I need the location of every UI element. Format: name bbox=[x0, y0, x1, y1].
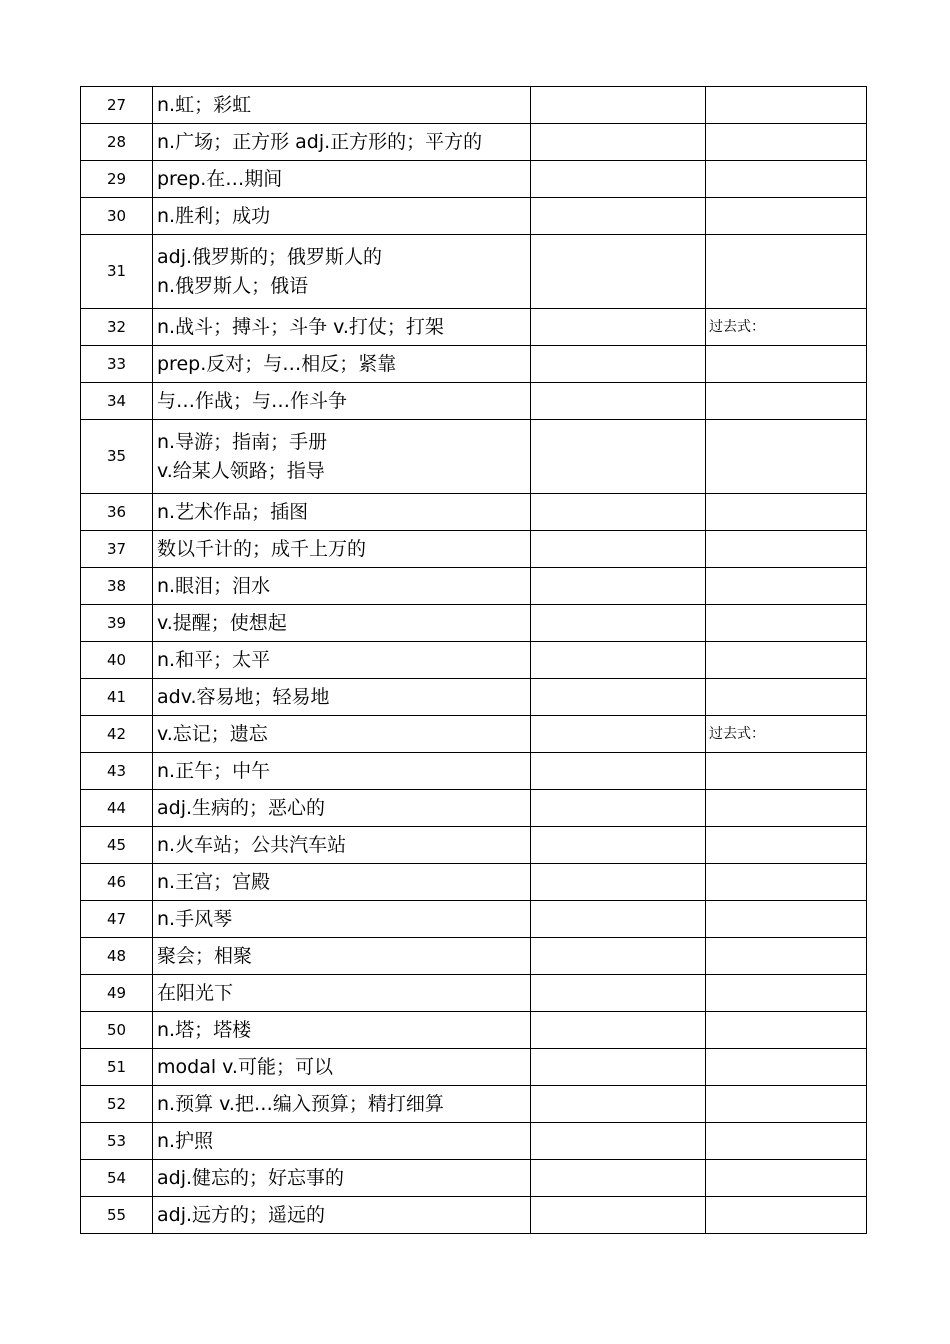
form-note-cell[interactable] bbox=[706, 679, 867, 716]
row-number: 51 bbox=[81, 1049, 153, 1086]
meaning-cell bbox=[153, 346, 531, 383]
table-row bbox=[81, 864, 867, 901]
table-row bbox=[81, 161, 867, 198]
word-answer-cell[interactable] bbox=[531, 161, 706, 198]
form-note-cell[interactable] bbox=[706, 346, 867, 383]
meaning-cell bbox=[153, 605, 531, 642]
form-note-cell[interactable] bbox=[706, 87, 867, 124]
table-row bbox=[81, 1086, 867, 1123]
word-answer-cell[interactable] bbox=[531, 790, 706, 827]
row-number: 40 bbox=[81, 642, 153, 679]
row-number: 37 bbox=[81, 531, 153, 568]
meaning-text: adj.俄罗斯的；俄罗斯人的 bbox=[157, 245, 383, 268]
meaning-cell bbox=[153, 975, 531, 1012]
vocabulary-table-body bbox=[81, 87, 867, 1234]
meaning-text: n.王宫；宫殿 bbox=[157, 870, 271, 893]
meaning-cell bbox=[153, 864, 531, 901]
form-note-cell[interactable]: 过去式： bbox=[706, 309, 867, 346]
meaning-cell bbox=[153, 161, 531, 198]
row-number: 34 bbox=[81, 383, 153, 420]
meaning-text: n.虹；彩虹 bbox=[157, 93, 252, 116]
row-number: 35 bbox=[81, 420, 153, 494]
word-answer-cell[interactable] bbox=[531, 420, 706, 494]
meaning-cell bbox=[153, 383, 531, 420]
meaning-cell bbox=[153, 235, 531, 309]
form-note-cell[interactable] bbox=[706, 642, 867, 679]
form-note-cell[interactable] bbox=[706, 1012, 867, 1049]
form-note-cell[interactable] bbox=[706, 901, 867, 938]
meaning-cell bbox=[153, 124, 531, 161]
word-answer-cell[interactable] bbox=[531, 198, 706, 235]
row-number: 55 bbox=[81, 1197, 153, 1234]
table-row bbox=[81, 531, 867, 568]
row-number: 54 bbox=[81, 1160, 153, 1197]
word-answer-cell[interactable] bbox=[531, 901, 706, 938]
word-answer-cell[interactable] bbox=[531, 1123, 706, 1160]
meaning-text: n.火车站；公共汽车站 bbox=[157, 833, 347, 856]
meaning-text: modal v.可能；可以 bbox=[157, 1055, 333, 1078]
form-note-cell[interactable] bbox=[706, 1123, 867, 1160]
row-number: 42 bbox=[81, 716, 153, 753]
word-answer-cell[interactable] bbox=[531, 568, 706, 605]
form-note-cell[interactable] bbox=[706, 494, 867, 531]
word-answer-cell[interactable] bbox=[531, 1012, 706, 1049]
meaning-cell bbox=[153, 679, 531, 716]
meaning-cell bbox=[153, 494, 531, 531]
meaning-text: n.护照 bbox=[157, 1129, 214, 1152]
form-note-cell[interactable] bbox=[706, 753, 867, 790]
form-note-cell[interactable] bbox=[706, 420, 867, 494]
form-note-cell[interactable] bbox=[706, 975, 867, 1012]
form-note-cell[interactable] bbox=[706, 568, 867, 605]
table-row bbox=[81, 1012, 867, 1049]
meaning-cell bbox=[153, 1086, 531, 1123]
form-note-cell[interactable] bbox=[706, 198, 867, 235]
meaning-text: v.给某人领路；指导 bbox=[157, 459, 325, 482]
table-row bbox=[81, 235, 867, 309]
table-row bbox=[81, 827, 867, 864]
meaning-text: 与…作战；与…作斗争 bbox=[157, 389, 348, 412]
meaning-text: n.俄罗斯人；俄语 bbox=[157, 274, 309, 297]
row-number: 38 bbox=[81, 568, 153, 605]
word-answer-cell[interactable] bbox=[531, 1086, 706, 1123]
meaning-cell bbox=[153, 87, 531, 124]
table-row bbox=[81, 1197, 867, 1234]
form-note-cell[interactable] bbox=[706, 383, 867, 420]
meaning-text: adj.健忘的；好忘事的 bbox=[157, 1166, 345, 1189]
meaning-cell bbox=[153, 642, 531, 679]
table-row bbox=[81, 124, 867, 161]
form-note-cell[interactable] bbox=[706, 1086, 867, 1123]
word-answer-cell[interactable] bbox=[531, 124, 706, 161]
word-answer-cell[interactable] bbox=[531, 1160, 706, 1197]
row-number: 31 bbox=[81, 235, 153, 309]
table-row bbox=[81, 975, 867, 1012]
row-number: 43 bbox=[81, 753, 153, 790]
word-answer-cell[interactable] bbox=[531, 1049, 706, 1086]
row-number: 46 bbox=[81, 864, 153, 901]
meaning-cell bbox=[153, 531, 531, 568]
meaning-cell bbox=[153, 1049, 531, 1086]
meaning-text: n.眼泪；泪水 bbox=[157, 574, 271, 597]
table-row bbox=[81, 87, 867, 124]
word-answer-cell[interactable] bbox=[531, 494, 706, 531]
meaning-cell bbox=[153, 938, 531, 975]
row-number: 32 bbox=[81, 309, 153, 346]
meaning-cell bbox=[153, 716, 531, 753]
word-answer-cell[interactable] bbox=[531, 938, 706, 975]
meaning-text: n.导游；指南；手册 bbox=[157, 430, 328, 453]
meaning-cell bbox=[153, 198, 531, 235]
word-answer-cell[interactable] bbox=[531, 87, 706, 124]
meaning-cell bbox=[153, 420, 531, 494]
meaning-cell bbox=[153, 1197, 531, 1234]
form-note-cell[interactable] bbox=[706, 124, 867, 161]
word-answer-cell[interactable] bbox=[531, 642, 706, 679]
table-row bbox=[81, 420, 867, 494]
meaning-text: n.胜利；成功 bbox=[157, 204, 271, 227]
form-note-cell[interactable] bbox=[706, 235, 867, 309]
word-answer-cell[interactable] bbox=[531, 716, 706, 753]
meaning-cell bbox=[153, 753, 531, 790]
meaning-text: v.忘记；遗忘 bbox=[157, 722, 268, 745]
meaning-text: adv.容易地；轻易地 bbox=[157, 685, 330, 708]
meaning-cell bbox=[153, 568, 531, 605]
word-answer-cell[interactable] bbox=[531, 235, 706, 309]
meaning-cell bbox=[153, 1123, 531, 1160]
meaning-cell bbox=[153, 827, 531, 864]
table-row bbox=[81, 605, 867, 642]
meaning-text: 聚会；相聚 bbox=[157, 944, 253, 967]
meaning-text: 在阳光下 bbox=[157, 981, 234, 1004]
form-note-cell[interactable] bbox=[706, 161, 867, 198]
meaning-cell bbox=[153, 790, 531, 827]
table-row bbox=[81, 198, 867, 235]
word-answer-cell[interactable] bbox=[531, 383, 706, 420]
row-number: 45 bbox=[81, 827, 153, 864]
table-row bbox=[81, 1123, 867, 1160]
table-row bbox=[81, 901, 867, 938]
table-row bbox=[81, 1049, 867, 1086]
meaning-cell bbox=[153, 1160, 531, 1197]
row-number: 28 bbox=[81, 124, 153, 161]
row-number: 27 bbox=[81, 87, 153, 124]
form-note-cell[interactable] bbox=[706, 827, 867, 864]
form-note-cell[interactable] bbox=[706, 1049, 867, 1086]
meaning-text: adj.远方的；遥远的 bbox=[157, 1203, 326, 1226]
meaning-text: n.战斗；搏斗；斗争 v.打仗；打架 bbox=[157, 315, 444, 338]
word-answer-cell[interactable] bbox=[531, 309, 706, 346]
meaning-text: n.手风琴 bbox=[157, 907, 233, 930]
form-note-cell[interactable] bbox=[706, 605, 867, 642]
row-number: 30 bbox=[81, 198, 153, 235]
meaning-cell bbox=[153, 1012, 531, 1049]
table-row bbox=[81, 346, 867, 383]
table-row bbox=[81, 716, 867, 753]
word-answer-cell[interactable] bbox=[531, 864, 706, 901]
row-number: 39 bbox=[81, 605, 153, 642]
table-row bbox=[81, 642, 867, 679]
meaning-text: n.和平；太平 bbox=[157, 648, 271, 671]
meaning-text: n.正午；中午 bbox=[157, 759, 271, 782]
row-number: 53 bbox=[81, 1123, 153, 1160]
table-row bbox=[81, 938, 867, 975]
form-note-cell[interactable] bbox=[706, 790, 867, 827]
word-answer-cell[interactable] bbox=[531, 975, 706, 1012]
form-note-cell[interactable] bbox=[706, 864, 867, 901]
table-row bbox=[81, 309, 867, 346]
word-answer-cell[interactable] bbox=[531, 531, 706, 568]
word-answer-cell[interactable] bbox=[531, 1197, 706, 1234]
table-row bbox=[81, 1160, 867, 1197]
meaning-text: n.艺术作品；插图 bbox=[157, 500, 309, 523]
table-row bbox=[81, 753, 867, 790]
row-number: 47 bbox=[81, 901, 153, 938]
table-row bbox=[81, 790, 867, 827]
row-number: 29 bbox=[81, 161, 153, 198]
vocabulary-table bbox=[80, 86, 867, 1234]
table-row bbox=[81, 494, 867, 531]
meaning-text: adj.生病的；恶心的 bbox=[157, 796, 326, 819]
meaning-text: n.塔；塔楼 bbox=[157, 1018, 252, 1041]
row-number: 52 bbox=[81, 1086, 153, 1123]
word-answer-cell[interactable] bbox=[531, 827, 706, 864]
row-number: 49 bbox=[81, 975, 153, 1012]
meaning-text: n.广场；正方形 adj.正方形的；平方的 bbox=[157, 130, 483, 153]
meaning-text: n.预算 v.把…编入预算；精打细算 bbox=[157, 1092, 444, 1115]
row-number: 48 bbox=[81, 938, 153, 975]
table-row bbox=[81, 568, 867, 605]
meaning-text: prep.在…期间 bbox=[157, 167, 283, 190]
form-note-cell[interactable]: 过去式： bbox=[706, 716, 867, 753]
word-answer-cell[interactable] bbox=[531, 679, 706, 716]
word-answer-cell[interactable] bbox=[531, 346, 706, 383]
form-note-cell[interactable] bbox=[706, 938, 867, 975]
meaning-cell bbox=[153, 901, 531, 938]
table-row bbox=[81, 679, 867, 716]
form-note-cell[interactable] bbox=[706, 1197, 867, 1234]
word-answer-cell[interactable] bbox=[531, 753, 706, 790]
row-number: 41 bbox=[81, 679, 153, 716]
row-number: 50 bbox=[81, 1012, 153, 1049]
form-note-cell[interactable] bbox=[706, 531, 867, 568]
row-number: 36 bbox=[81, 494, 153, 531]
meaning-text: prep.反对；与…相反；紧靠 bbox=[157, 352, 397, 375]
meaning-text: 数以千计的；成千上万的 bbox=[157, 537, 367, 560]
meaning-cell bbox=[153, 309, 531, 346]
row-number: 33 bbox=[81, 346, 153, 383]
row-number: 44 bbox=[81, 790, 153, 827]
form-note-cell[interactable] bbox=[706, 1160, 867, 1197]
meaning-text: v.提醒；使想起 bbox=[157, 611, 287, 634]
word-answer-cell[interactable] bbox=[531, 605, 706, 642]
table-row bbox=[81, 383, 867, 420]
